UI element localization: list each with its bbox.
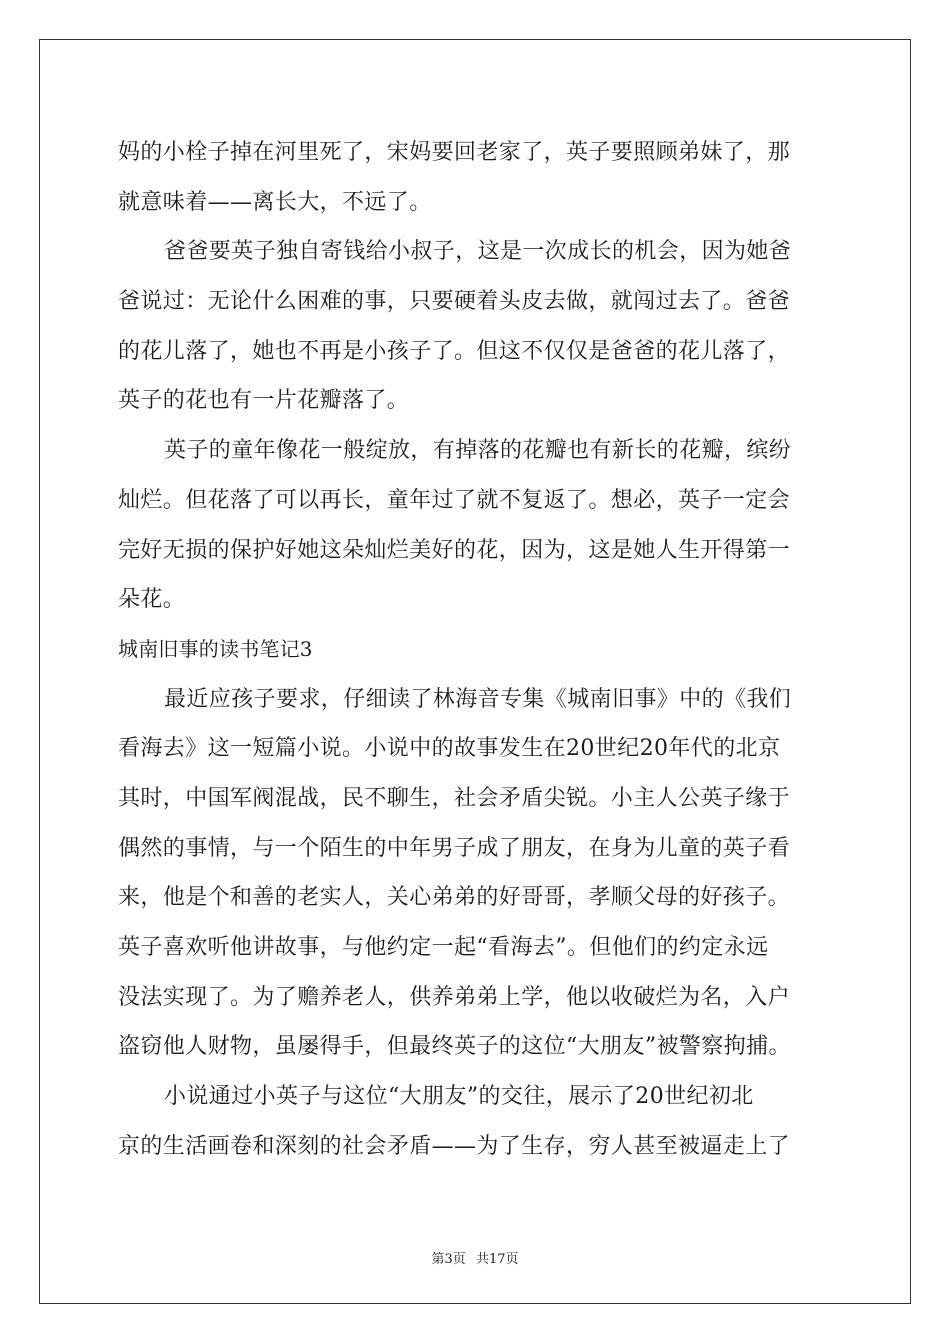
text-line: 朵花。 bbox=[118, 587, 186, 613]
text-line: 偶然的事情，与一个陌生的中年男子成了朋友，在身为儿童的英子看 bbox=[118, 835, 791, 861]
page-total: 共17页 bbox=[475, 1252, 519, 1267]
paragraph-start: 小说通过小英子与这位“大朋友”的交往，展示了20世纪初北 bbox=[164, 1084, 754, 1110]
text-line: 就意味着——离长大，不远了。 bbox=[118, 189, 432, 215]
text-line: 灿烂。但花落了可以再长，童年过了就不复返了。想必，英子一定会 bbox=[118, 487, 791, 513]
paragraph-start: 最近应孩子要求，仔细读了林海音专集《城南旧事》中的《我们 bbox=[164, 686, 792, 712]
text-line: 京的生活画卷和深刻的社会矛盾——为了生存，穷人甚至被逼走上了 bbox=[118, 1133, 791, 1159]
text-line: 英子喜欢听他讲故事，与他约定一起“看海去”。但他们的约定永远 bbox=[118, 935, 769, 960]
text-line: 看海去》这一短篇小说。小说中的故事发生在20世纪20年代的北京 bbox=[118, 736, 781, 762]
text-line: 的花儿落了，她也不再是小孩子了。但这不仅仅是爸爸的花儿落了， bbox=[118, 338, 791, 364]
section-heading: 城南旧事的读书笔记3 bbox=[118, 636, 313, 661]
page-footer bbox=[0, 1248, 950, 1267]
paragraph-start: 爸爸要英子独自寄钱给小叔子，这是一次成长的机会，因为她爸 bbox=[164, 239, 792, 265]
text-line: 妈的小栓子掉在河里死了，宋妈要回老家了，英子要照顾弟妹了，那 bbox=[118, 140, 791, 165]
text-line: 英子的花也有一片花瓣落了。 bbox=[118, 388, 410, 414]
text-line: 来，他是个和善的老实人，关心弟弟的好哥哥，孝顺父母的好孩子。 bbox=[118, 885, 791, 911]
text-line: 盗窃他人财物，虽屡得手，但最终英子的这位“大朋友”被警察拘捕。 bbox=[118, 1034, 791, 1060]
text-line: 没法实现了。为了赡养老人，供养弟弟上学，他以收破烂为名，入户 bbox=[118, 984, 791, 1010]
page-number: 第3页 bbox=[431, 1252, 466, 1267]
document-body bbox=[118, 128, 838, 1171]
text-line: 完好无损的保护好她这朵灿烂美好的花，因为，这是她人生开得第一 bbox=[118, 537, 791, 563]
paragraph-start: 英子的童年像花一般绽放，有掉落的花瓣也有新长的花瓣，缤纷 bbox=[164, 438, 792, 464]
text-line: 爸说过：无论什么困难的事，只要硬着头皮去做，就闯过去了。爸爸 bbox=[118, 289, 791, 315]
text-line: 其时，中国军阀混战，民不聊生，社会矛盾尖锐。小主人公英子缘于 bbox=[118, 785, 791, 811]
